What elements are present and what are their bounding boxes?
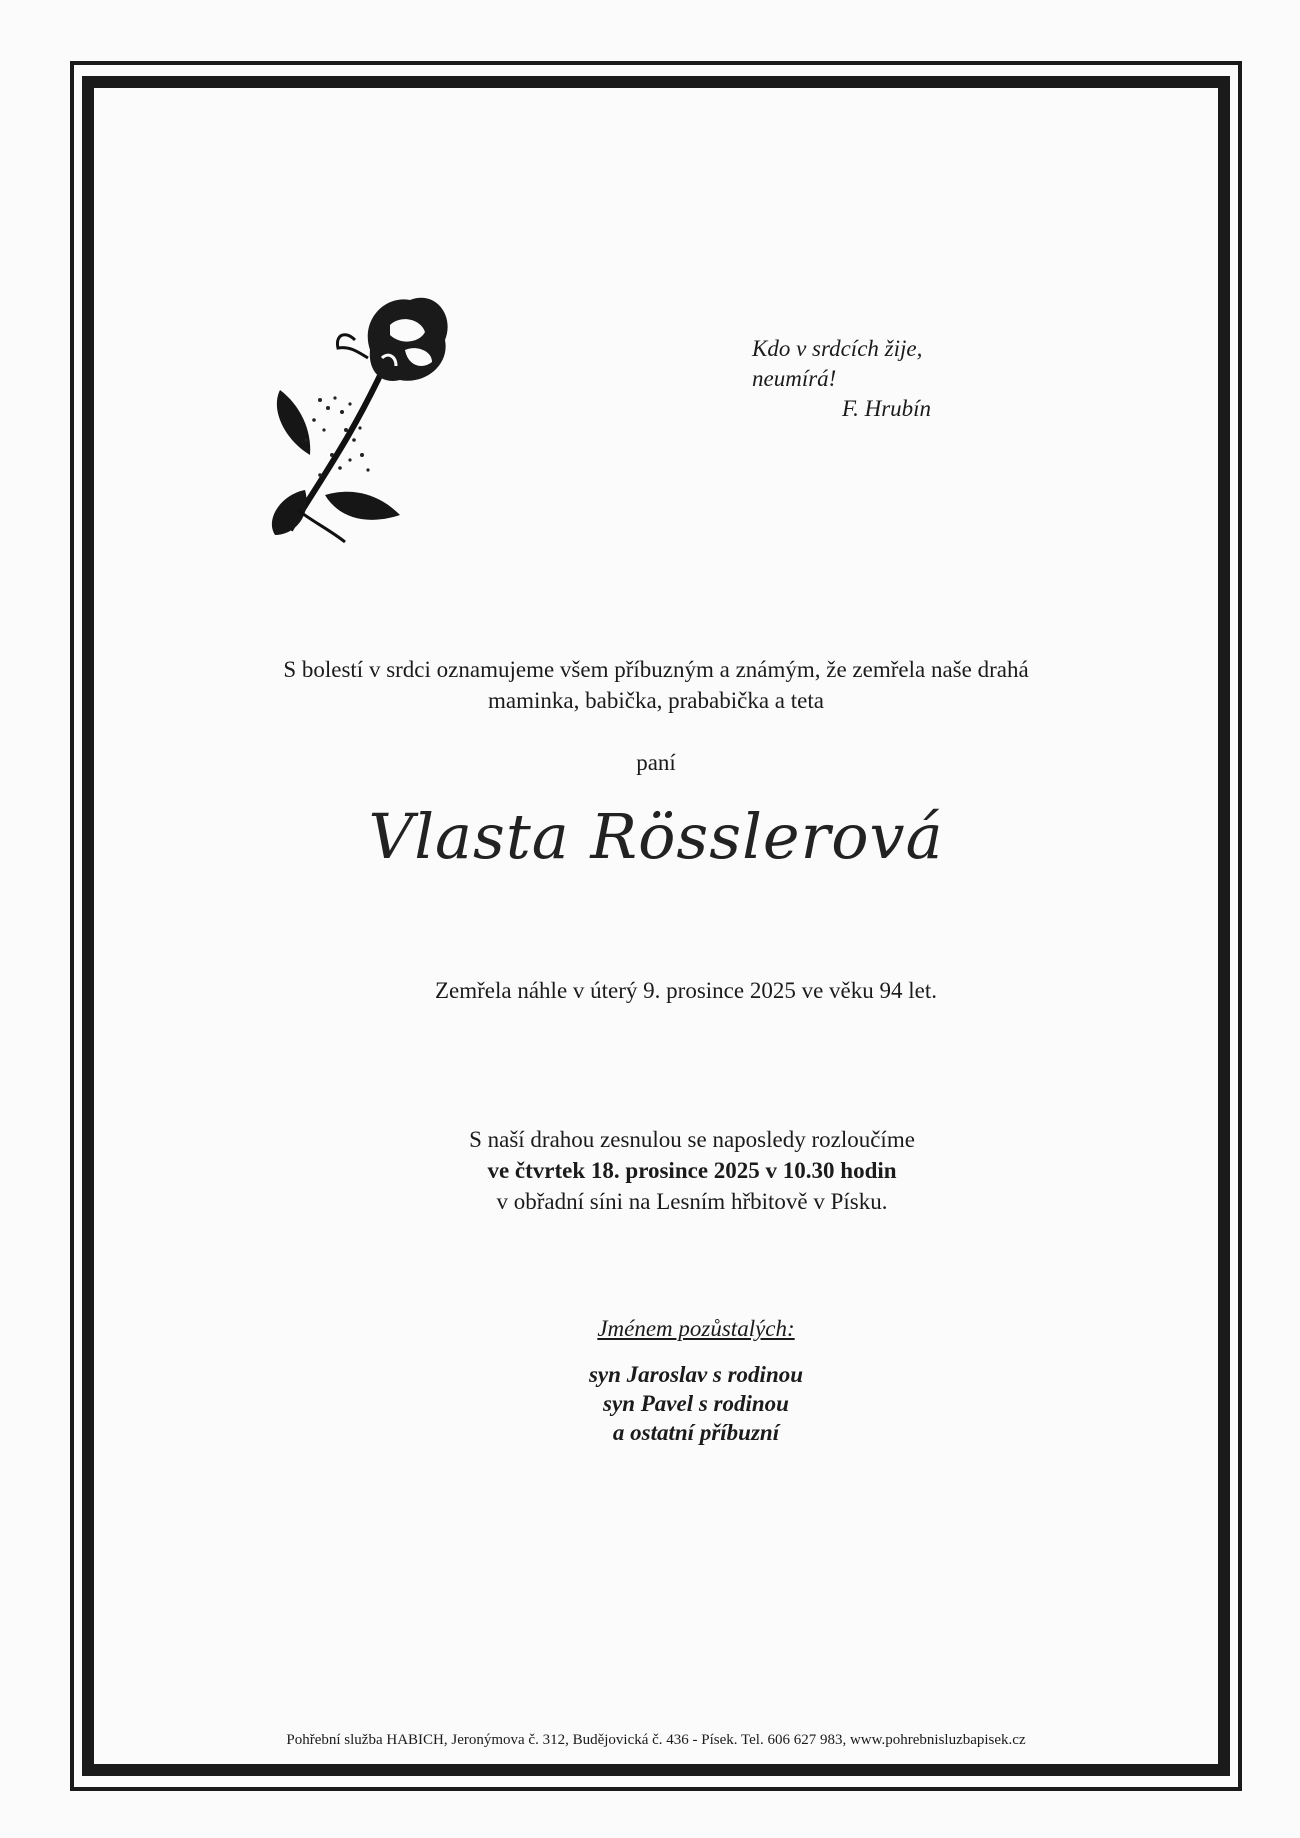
quote-line-2: neumírá! <box>752 366 837 391</box>
honorific: paní <box>636 750 676 775</box>
rose-icon <box>250 280 470 560</box>
survivor-item: a ostatní příbuzní <box>612 1420 780 1445</box>
funeral-service-footer: Pohřební služba HABICH, Jeronýmova č. 312, Budějovická č. 436 - Písek. Tel. 606 627 983, www.pohrebnisluzbapisek.cz <box>286 1732 1026 1748</box>
quote-author: F. Hrubín <box>842 396 932 421</box>
survivor-item: syn Jaroslav s rodinou <box>588 1362 804 1387</box>
quote-block <box>752 334 931 424</box>
survivor-item: syn Pavel s rodinou <box>603 1391 789 1416</box>
funeral-date-time: ve čtvrtek 18. prosince 2025 v 10.30 hodin <box>487 1158 897 1183</box>
behalf-heading-text: Jménem pozůstalých: <box>597 1316 795 1341</box>
funeral-location: v obřadní síni na Lesním hřbitově v Písku. <box>496 1189 888 1214</box>
funeral-details <box>82 1124 1266 1217</box>
death-notice: Zemřela náhle v úterý 9. prosince 2025 ve věku 94 let. <box>434 978 937 1003</box>
deceased-name: Vlasta Rösslerová <box>368 800 944 873</box>
announcement <box>82 654 1230 716</box>
survivors-list <box>82 1360 1270 1447</box>
funeral-line-1: S naší drahou zesnulou se naposledy rozloučíme <box>469 1127 915 1152</box>
announcement-line-1: S bolestí v srdci oznamujeme všem příbuzným a známým, že zemřela naše drahá <box>283 657 1029 682</box>
quote-line-1: Kdo v srdcích žije, <box>752 336 923 361</box>
behalf-heading <box>82 1316 1270 1342</box>
announcement-line-2: maminka, babička, prababička a teta <box>488 688 824 713</box>
